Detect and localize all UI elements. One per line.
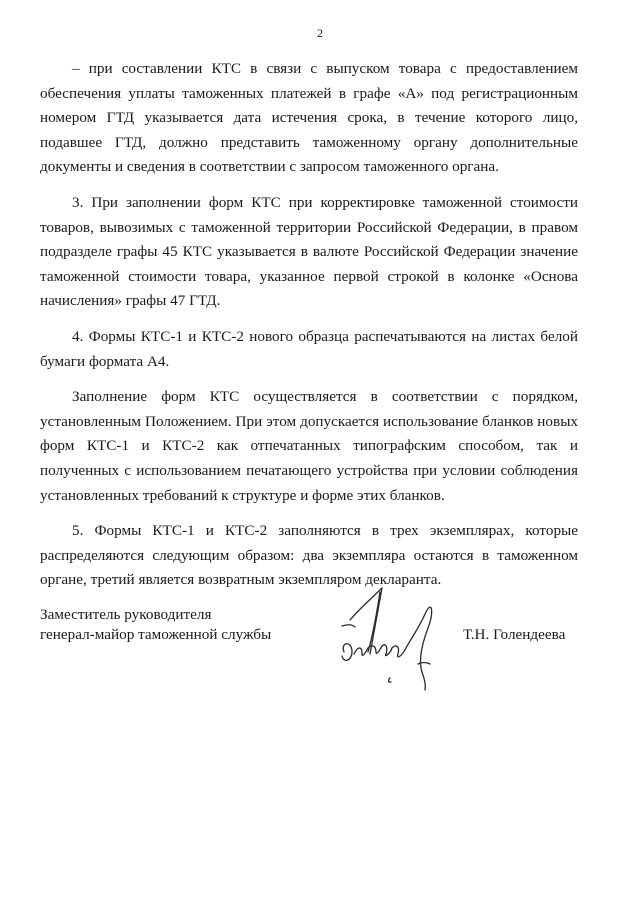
signature-position	[40, 605, 271, 645]
signer-name: Т.Н. Голендеева	[463, 626, 566, 643]
paragraph-filling-forms: Заполнение форм КТС осуществляется в соответствии с порядком, установленным Положением. При этом допускается использование бланков новых форм КТС-1 и КТС-2 как отпечатанных типографским способом, так и полученных с использованием печатающего устройства при условии соблюдения установленных требований к структуре и форме этих бланков.	[40, 388, 578, 504]
paragraph-item-3: 3. При заполнении форм КТС при корректировке таможенной стоимости товаров, вывозимых с таможенной территории Российской Федерации, в правом подразделе графы 45 КТС указывается в валюте Российской Федерации значение таможенной стоимости товара, указанное первой строкой в колонке «Основа начисления» графы 47 ГТД.	[40, 193, 578, 310]
position-line-2: генерал-майор таможенной службы	[40, 626, 272, 643]
handwritten-signature	[322, 582, 452, 692]
document-body	[40, 57, 578, 604]
page-number: 2	[317, 26, 323, 40]
paragraph-item-4: 4. Формы КТС-1 и КТС-2 нового образца распечатываются на листах белой бумаги формата А4.	[40, 327, 578, 370]
position-line-1: Заместитель руководителя	[40, 606, 212, 623]
paragraph-item-5: 5. Формы КТС-1 и КТС-2 заполняются в трех экземплярах, которые распределяются следующим образом: два экземпляра остаются в таможенном органе, третий является возвратным экземпляром декларанта.	[40, 522, 578, 589]
paragraph-ktc-release: – при составлении КТС в связи с выпуском товара с предоставлением обеспечения уплаты таможенных платежей в графе «А» под регистрационным номером ГТД указывается дата истечения срока, в течение которого лицо, подавшее ГТД, должно представить таможенному органу дополнительные документы и сведения в соответствии с запросом таможенного органа.	[40, 60, 578, 176]
